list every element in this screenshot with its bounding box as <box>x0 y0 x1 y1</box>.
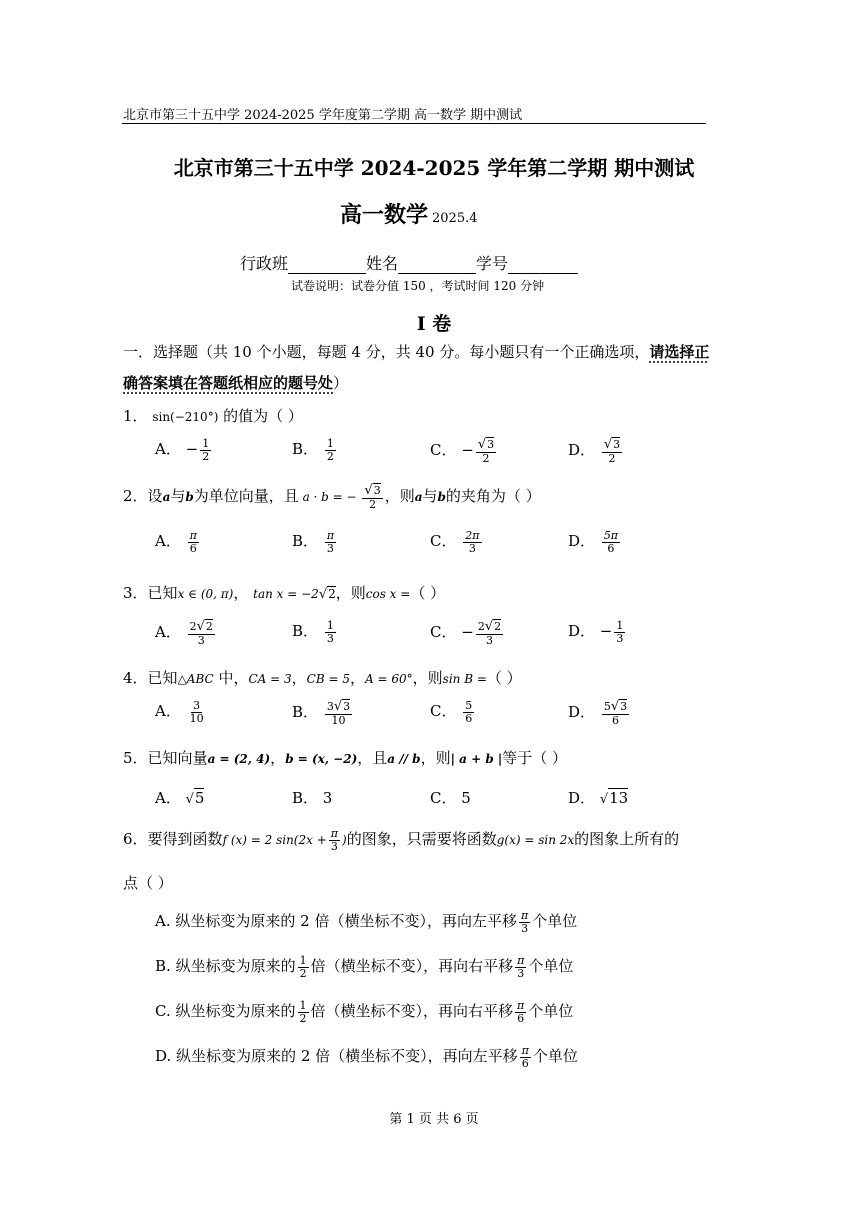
option-text: 个单位 <box>532 1047 578 1066</box>
q3-option-c[interactable]: C． − $\frac{2√2}{3}$ <box>430 619 502 647</box>
q3-cos: cos x = <box>365 587 411 601</box>
q2-option-a[interactable] <box>155 530 201 554</box>
fraction: $\frac{3}{10}$ <box>189 699 204 725</box>
option-label: C. <box>155 1002 171 1021</box>
option-label: D． <box>568 441 596 460</box>
question-3: 3．已知x ∈ (0, π)， tan x = −2√2，则cos x =（ ） <box>123 584 446 602</box>
option-label: C． <box>430 441 457 460</box>
option-label: D． <box>568 622 596 641</box>
option-text: 纵坐标变为原来的 2 倍（横坐标不变），再向左平移 <box>176 1047 518 1066</box>
q4-text: 中， <box>218 669 249 687</box>
part-title: I 卷 <box>416 313 452 335</box>
section-text: 一．选择题（共 10 个小题，每题 4 分，共 40 分。每小题只有一个正确选项， <box>123 343 650 361</box>
page-footer: 第 1 页 共 6 页 <box>389 1112 479 1127</box>
option-label: D． <box>568 532 596 551</box>
question-5: 5．已知向量a = (2, 4)，b = (x, −2)，且a // b，则| a + b |等于（ ） <box>123 749 568 767</box>
option-label: C． <box>430 623 457 642</box>
section-heading <box>123 345 709 360</box>
option-label: B． <box>292 440 319 459</box>
section-emphasis-2: 确答案填在答题纸相应的题号处 <box>123 374 334 392</box>
fraction: $\frac{1}{2}$ <box>326 437 334 463</box>
q4-text: （ ） <box>486 669 522 687</box>
q6-number: 6． <box>123 830 148 849</box>
q2-text: ，则 <box>384 487 415 506</box>
name-blank[interactable] <box>398 255 476 274</box>
q4-sinb: sin B = <box>442 672 487 686</box>
fraction: $\frac{5}{6}$ <box>465 699 473 725</box>
q1-option-c[interactable]: C． − $\frac{√3}{2}$ <box>430 437 495 465</box>
q5-text: ，则 <box>420 749 451 767</box>
q6-text: 要得到函数 <box>147 830 223 849</box>
q3-domain: x ∈ (0, π) <box>177 587 234 601</box>
q5-number: 5． <box>123 749 148 767</box>
option-label: A． <box>155 789 181 807</box>
fraction: $\frac{√3}{2}$ <box>477 437 495 465</box>
q3-option-b[interactable] <box>292 620 338 644</box>
header-rule <box>122 123 706 124</box>
q5-option-c[interactable]: C． 5 <box>430 789 471 807</box>
fraction: $\frac{1}{2}$ <box>299 954 307 980</box>
q2-option-b[interactable] <box>292 530 338 554</box>
q2-number: 2． <box>123 487 148 506</box>
page-header: 北京市第三十五中学 2024-2025 学年度第二学期 高一数学 期中测试 <box>123 108 523 123</box>
q6-option-b[interactable] <box>155 955 573 979</box>
q4-number: 4． <box>123 669 148 687</box>
q2-text: 设 <box>147 487 163 506</box>
q2-text: 与 <box>422 487 438 506</box>
question-4: 4．已知△ABC 中，CA = 3，CB = 5，A = 60°，则sin B =（ ） <box>123 669 522 687</box>
q4-option-b[interactable] <box>292 700 354 726</box>
q3-option-d[interactable]: D． − $\frac{1}{3}$ <box>568 619 624 645</box>
q2-option-c[interactable] <box>430 530 484 554</box>
fraction: $\frac{\pi}{3}$ <box>330 827 338 853</box>
q6-f-close: ) <box>342 833 347 848</box>
q4-option-d[interactable] <box>568 700 631 726</box>
q5-abs: | a + b | <box>450 752 503 766</box>
fraction: $\frac{\pi}{6}$ <box>521 1044 529 1070</box>
q6-option-c[interactable] <box>155 1000 573 1024</box>
q1-option-a[interactable]: A． − $\frac{1}{2}$ <box>155 437 210 463</box>
class-blank[interactable] <box>288 255 366 274</box>
exam-date: 2025.4 <box>432 211 478 226</box>
fraction: $\frac{\pi}{6}$ <box>517 999 525 1025</box>
option-text: 倍（横坐标不变），再向右平移 <box>310 1002 514 1021</box>
question-6-line2: 点（ ） <box>123 874 173 892</box>
q5-vector-b: b = (x, −2) <box>285 752 358 766</box>
fraction: $\frac{\pi}{3}$ <box>520 909 529 935</box>
fraction: $\frac{\pi}{3}$ <box>326 529 335 555</box>
student-info <box>240 251 578 274</box>
option-label: D． <box>568 789 596 807</box>
fraction: $\frac{\pi}{3}$ <box>517 954 525 980</box>
option-label: C． <box>430 532 457 551</box>
q3-text: ，则 <box>335 584 366 602</box>
q6-option-a[interactable] <box>155 910 577 934</box>
option-label: D． <box>568 703 596 722</box>
option-text: 纵坐标变为原来的 <box>175 957 296 976</box>
q6-f: f (x) = 2 sin(2x + <box>222 833 327 848</box>
q1-expr: sin(−210°) <box>152 410 219 424</box>
class-label: 行政班 <box>240 254 289 273</box>
exam-title: 北京市第三十五中学 2024-2025 学年第二学期 期中测试 <box>173 156 695 180</box>
fraction: $\frac{1}{3}$ <box>616 619 624 645</box>
option-label: A． <box>155 623 181 642</box>
q4-option-a[interactable] <box>155 700 208 724</box>
fraction: $\frac{5\pi}{6}$ <box>603 529 619 555</box>
q5-parallel: a // b <box>387 752 421 766</box>
fraction: $\frac{1}{3}$ <box>326 619 334 645</box>
q3-tan: tan x = −2 <box>253 587 319 601</box>
q6-g: g(x) = sin 2x <box>496 833 575 848</box>
fraction: $\frac{1}{2}$ <box>299 999 307 1025</box>
fraction: $\frac{5√3}{6}$ <box>603 699 628 727</box>
q1-number: 1． <box>123 407 148 425</box>
option-label: C． <box>430 702 457 721</box>
q2-text: 的夹角为（ ） <box>445 487 541 506</box>
section-heading-line2 <box>123 372 348 393</box>
q1-option-d[interactable] <box>568 438 624 464</box>
q4-text: ，则 <box>412 669 443 687</box>
option-label: C． <box>430 789 457 807</box>
q2-text: 为单位向量，且 <box>193 487 299 506</box>
fraction: $\frac{3√3}{10}$ <box>326 699 351 727</box>
option-label: B． <box>292 622 319 641</box>
q4-angle: A = 60° <box>365 672 413 686</box>
q5-text: 等于（ ） <box>502 749 568 767</box>
option-label: A. <box>155 912 171 931</box>
exam-subtitle <box>340 198 478 229</box>
question-2: 2．设a与b为单位向量，且 a · b = − $\frac{√3}{2}$ ，则a与b的夹角为（ ） <box>123 483 541 511</box>
q5-vector-a: a = (2, 4) <box>207 752 271 766</box>
subject: 高一数学 <box>340 202 429 228</box>
fraction: $\frac{\pi}{6}$ <box>189 529 197 555</box>
q3-number: 3． <box>123 584 148 602</box>
q3-option-a[interactable] <box>155 620 217 646</box>
option-text: 纵坐标变为原来的 2 倍（横坐标不变），再向左平移 <box>175 912 517 931</box>
option-label: B． <box>292 532 319 551</box>
section-close: ） <box>333 374 349 392</box>
name-label: 姓名 <box>366 254 399 273</box>
fraction: $\frac{2√2}{3}$ <box>477 619 502 647</box>
q4-option-c[interactable] <box>430 700 476 724</box>
q4-triangle: △ABC <box>177 672 214 686</box>
option-text: 倍（横坐标不变），再向右平移 <box>310 957 514 976</box>
fraction: $\frac{√3}{2}$ <box>603 437 621 465</box>
fraction: $\frac{1}{2}$ <box>202 437 210 463</box>
option-text: 个单位 <box>528 957 574 976</box>
id-label: 学号 <box>476 254 509 273</box>
exam-note: 试卷说明：试卷分值 150 ，考试时间 120 分钟 <box>291 279 545 293</box>
q4-text: 已知 <box>147 669 178 687</box>
fraction: $\frac{2√2}{3}$ <box>189 619 213 647</box>
option-label: B. <box>155 957 171 976</box>
option-text: 纵坐标变为原来的 <box>175 1002 296 1021</box>
q3-text: （ ） <box>410 584 446 602</box>
fraction: $\frac{2\pi}{3}$ <box>465 529 480 555</box>
q6-text: 的图象，只需要将函数 <box>346 830 497 849</box>
fraction: $\frac{√3}{2}$ <box>364 483 381 511</box>
option-label: A． <box>155 702 181 721</box>
option-label: D. <box>155 1047 172 1066</box>
option-label: A． <box>155 440 181 459</box>
option-label: B． <box>292 789 319 807</box>
q6-text: 的图象上所有的 <box>574 830 680 849</box>
question-1 <box>123 405 303 426</box>
q1-tail: 的值为（ ） <box>223 407 303 425</box>
q5-text: 已知向量 <box>147 749 208 767</box>
q1-option-b[interactable] <box>292 438 338 462</box>
q6-option-d[interactable] <box>155 1045 578 1069</box>
q3-text: 已知 <box>147 584 178 602</box>
q4-ca: CA = 3 <box>248 672 292 686</box>
option-label: B． <box>292 703 319 722</box>
option-text: 个单位 <box>528 1002 574 1021</box>
id-blank[interactable] <box>508 255 578 274</box>
q5-text: ，且 <box>357 749 388 767</box>
section-emphasis: 请选择正 <box>649 343 710 361</box>
q5-option-a[interactable]: A． √5 <box>155 789 205 807</box>
option-label: A． <box>155 532 181 551</box>
q4-cb: CB = 5 <box>306 672 350 686</box>
question-6 <box>123 828 679 852</box>
q2-text: 与 <box>170 487 186 506</box>
q5-option-b[interactable]: B． 3 <box>292 789 333 807</box>
option-text: 个单位 <box>532 912 578 931</box>
q5-option-d[interactable]: D． √13 <box>568 789 629 807</box>
q2-option-d[interactable] <box>568 530 622 554</box>
